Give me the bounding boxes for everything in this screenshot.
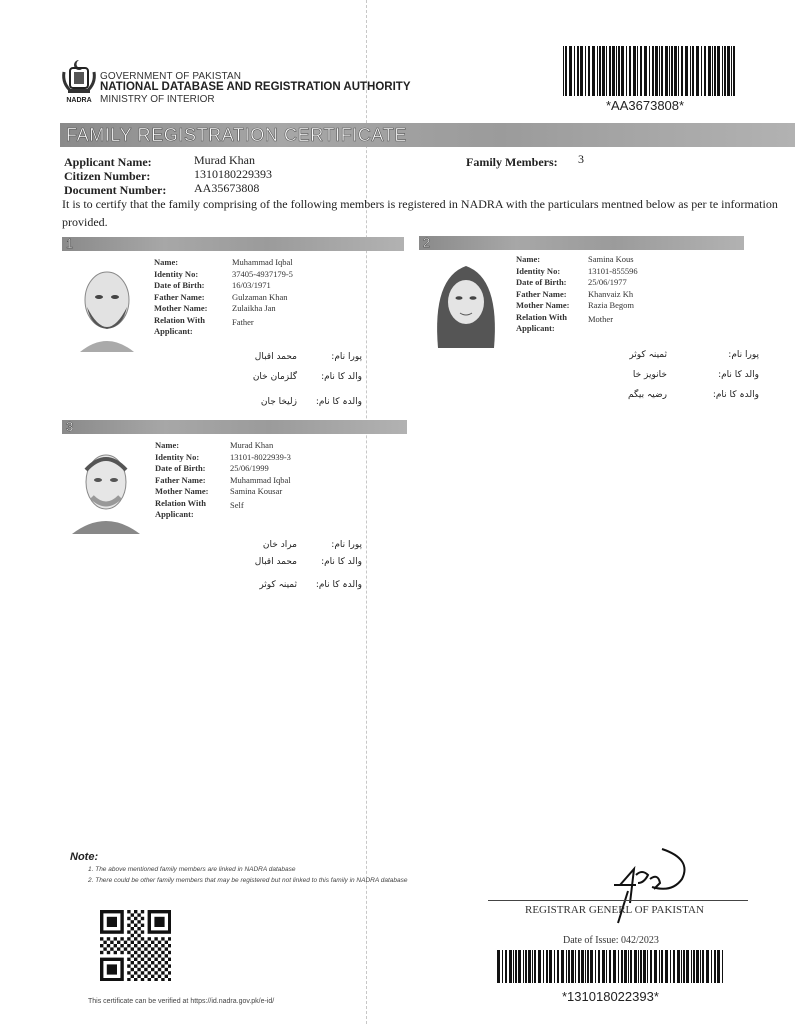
barcode-bar <box>650 950 652 983</box>
barcode-bar <box>717 950 720 983</box>
svg-text:NADRA: NADRA <box>66 97 92 104</box>
barcode-bar <box>563 46 564 96</box>
barcode-bar <box>513 950 514 983</box>
member-name: Samina Kous <box>588 254 634 264</box>
barcode-bar <box>621 46 624 96</box>
barcode-bar <box>497 950 500 983</box>
member-3-band <box>62 420 407 434</box>
barcode-bar <box>585 950 586 983</box>
identity-label: Identity No: <box>516 265 561 276</box>
member-relation: Mother <box>588 313 614 324</box>
note-title: Note: <box>70 851 99 863</box>
member-3-urdu-father-label: والد کا نام: <box>321 557 362 567</box>
barcode-bar <box>640 950 642 983</box>
barcode-bar <box>683 950 685 983</box>
barcode-bar <box>621 950 623 983</box>
member-name: Murad Khan <box>230 440 274 450</box>
barcode-bar <box>714 46 716 96</box>
barcode-bar <box>628 950 629 983</box>
barcode-bar <box>606 950 607 983</box>
barcode-bar <box>678 46 679 96</box>
barcode-bar <box>647 950 648 983</box>
barcode-bar <box>549 950 552 983</box>
member-1-number: 1 <box>66 236 74 251</box>
barcode-bar <box>640 46 642 96</box>
registrar-title: REGISTRAR GENERL OF PAKISTAN <box>525 904 704 916</box>
citizen-number-label: Citizen Number: <box>64 169 151 183</box>
member-1-urdu-father-label: والد کا نام: <box>321 372 362 382</box>
member-3-details <box>155 440 291 521</box>
member-2-urdu-mother: رضیہ بیگم <box>627 390 667 400</box>
identity-label: Identity No: <box>155 451 200 462</box>
document-number-label: Document Number: <box>64 183 167 197</box>
member-identity: 13101-8022939-3 <box>230 451 291 462</box>
member-mother: Zulaikha Jan <box>232 303 276 313</box>
member-dob: 16/03/1971 <box>232 280 271 290</box>
barcode-bar <box>673 950 675 983</box>
mother-label: Mother Name: <box>154 303 208 313</box>
barcode-bar <box>606 46 607 96</box>
relation-label: Relation With Applicant: <box>516 311 567 333</box>
header-ministry: MINISTRY OF INTERIOR <box>100 94 215 105</box>
family-members-label: Family Members: <box>466 155 558 169</box>
barcode-bar <box>654 950 657 983</box>
barcode-bar <box>643 950 646 983</box>
citizen-number: 1310180229393 <box>194 167 272 181</box>
barcode-bar <box>690 46 691 96</box>
signature-line <box>488 900 748 901</box>
name-label: Name: <box>155 440 180 450</box>
barcode-bar <box>712 46 713 96</box>
member-1-photo <box>72 262 142 352</box>
barcode-bar <box>618 46 620 96</box>
dob-label: Date of Birth: <box>154 280 205 290</box>
barcode-bar <box>534 950 536 983</box>
barcode-bar <box>609 950 611 983</box>
barcode-bar <box>528 950 531 983</box>
barcode-bar <box>714 950 716 983</box>
barcode-bar <box>704 46 706 96</box>
member-3-number: 3 <box>66 419 74 434</box>
barcode-bar <box>565 46 567 96</box>
barcode-bar <box>674 46 677 96</box>
barcode-bar <box>634 950 637 983</box>
barcode-bar <box>644 46 647 96</box>
barcode-bar <box>602 950 605 983</box>
barcode-bar <box>585 46 586 96</box>
barcode-bar <box>722 950 723 983</box>
qr-code-icon <box>100 910 171 981</box>
member-1-urdu-name-label: پورا نام: <box>331 352 362 362</box>
identity-label: Identity No: <box>154 268 199 279</box>
member-dob: 25/06/1999 <box>230 463 269 473</box>
barcode-bar <box>590 950 593 983</box>
barcode-bar <box>580 46 583 96</box>
member-2-number: 2 <box>423 235 431 250</box>
barcode-bar <box>595 950 596 983</box>
applicant-name-label: Applicant Name: <box>64 155 152 169</box>
barcode-bar <box>561 950 564 983</box>
member-relation: Father <box>232 316 254 327</box>
barcode-bar <box>569 46 572 96</box>
verification-text: This certificate can be verified at https://id.nadra.gov.pk/e-id/ <box>88 998 275 1005</box>
member-1-urdu-mother-label: والدہ کا نام: <box>315 397 362 407</box>
barcode-bar <box>502 950 503 983</box>
father-label: Father Name: <box>516 288 567 299</box>
date-of-issue: Date of Issue: 042/2023 <box>563 935 659 946</box>
barcode-bar <box>509 950 512 983</box>
verification-qr-code <box>100 910 190 982</box>
barcode-bar <box>638 950 639 983</box>
barcode-bar <box>717 46 720 96</box>
barcode-bar <box>637 46 638 96</box>
barcode-bar <box>612 46 615 96</box>
document-number: AA35673808 <box>194 181 260 195</box>
barcode-bar <box>681 46 683 96</box>
member-2-band <box>419 236 744 250</box>
header-authority: NATIONAL DATABASE AND REGISTRATION AUTHORITY <box>100 81 411 93</box>
barcode-bar <box>685 46 688 96</box>
barcode-bar <box>577 46 579 96</box>
barcode-bar <box>609 46 611 96</box>
member-3-urdu-name: مراد خان <box>262 540 297 550</box>
barcode-bar <box>696 950 699 983</box>
member-2-urdu-name-label: پورا نام: <box>728 350 759 360</box>
dob-label: Date of Birth: <box>516 277 567 287</box>
barcode-bar <box>661 950 663 983</box>
member-dob: 25/06/1977 <box>588 277 627 287</box>
barcode-bar <box>649 46 650 96</box>
barcode-bar <box>538 950 541 983</box>
barcode-bar <box>722 46 723 96</box>
member-mother: Samina Kousar <box>230 486 283 496</box>
barcode-bar <box>578 950 580 983</box>
barcode-bar <box>669 46 670 96</box>
barcode-bar <box>616 46 617 96</box>
barcode-bar <box>733 46 735 96</box>
citizen-barcode-text: *131018022393* <box>562 989 659 1004</box>
barcode-bar <box>546 950 548 983</box>
barcode-bar <box>652 46 654 96</box>
barcode-bar <box>629 46 631 96</box>
member-2-photo <box>428 256 504 348</box>
member-3-photo <box>68 442 144 534</box>
barcode-bar <box>633 46 636 96</box>
note-item-2: 2. There could be other family members that may be registered but not linked to this family in NADRA database <box>88 877 408 884</box>
member-3-urdu-mother: ثمینہ کوثر <box>259 580 297 590</box>
barcode-bar <box>700 950 701 983</box>
relation-label: Relation With Applicant: <box>155 497 206 519</box>
certificate-title: FAMILY REGISTRATION CERTIFICATE <box>66 125 407 145</box>
barcode-bar <box>613 950 616 983</box>
document-barcode <box>563 46 739 96</box>
barcode-bar <box>701 46 702 96</box>
member-1-urdu-mother: زلیخا جان <box>260 397 297 407</box>
barcode-bar <box>598 950 600 983</box>
barcode-bar <box>575 950 576 983</box>
barcode-bar <box>571 950 574 983</box>
citizen-barcode <box>497 950 725 983</box>
barcode-bar <box>659 46 660 96</box>
barcode-bar <box>554 950 555 983</box>
barcode-bar <box>599 46 601 96</box>
member-identity: 13101-855596 <box>588 265 638 276</box>
member-relation: Self <box>230 499 244 510</box>
barcode-bar <box>706 950 709 983</box>
member-3-urdu-mother-label: والدہ کا نام: <box>315 580 362 590</box>
family-members-count: 3 <box>578 152 584 166</box>
certification-statement: It is to certify that the family comprising of the following members is registered in NADRA with the particulars mentned below as per te information provided. <box>62 197 778 229</box>
barcode-bar <box>557 950 559 983</box>
member-1-band <box>62 237 404 251</box>
member-2-details <box>516 254 638 335</box>
dob-label: Date of Birth: <box>155 463 206 473</box>
member-identity: 37405-4937179-5 <box>232 268 293 279</box>
barcode-bar <box>659 950 660 983</box>
barcode-bar <box>702 950 704 983</box>
barcode-bar <box>677 950 680 983</box>
barcode-bar <box>568 950 570 983</box>
document-barcode-text: *AA3673808* <box>606 98 685 113</box>
barcode-bar <box>727 46 730 96</box>
member-3-urdu-father: محمد اقبال <box>254 557 297 567</box>
barcode-bar <box>670 950 671 983</box>
barcode-bar <box>692 46 694 96</box>
fold-line <box>366 0 367 1024</box>
barcode-bar <box>587 950 589 983</box>
barcode-bar <box>574 46 575 96</box>
barcode-bar <box>532 950 533 983</box>
barcode-bar <box>624 950 627 983</box>
member-1-urdu-father: گلزمان خان <box>252 372 297 382</box>
name-label: Name: <box>516 254 541 264</box>
barcode-bar <box>661 46 663 96</box>
member-1-urdu-name: محمد اقبال <box>254 352 297 362</box>
barcode-bar <box>581 950 584 983</box>
barcode-bar <box>515 950 517 983</box>
barcode-bar <box>618 950 619 983</box>
barcode-bar <box>566 950 567 983</box>
member-3-urdu-name-label: پورا نام: <box>331 540 362 550</box>
barcode-bar <box>693 950 695 983</box>
member-name: Muhammad Iqbal <box>232 257 293 267</box>
certificate-title-band <box>60 123 795 147</box>
barcode-bar <box>665 950 668 983</box>
father-label: Father Name: <box>154 291 205 302</box>
member-2-urdu-mother-label: والدہ کا نام: <box>712 390 759 400</box>
barcode-bar <box>665 46 668 96</box>
barcode-bar <box>686 950 689 983</box>
barcode-bar <box>655 46 658 96</box>
barcode-bar <box>543 950 544 983</box>
barcode-bar <box>525 950 527 983</box>
mother-label: Mother Name: <box>516 300 570 310</box>
barcode-bar <box>724 46 726 96</box>
name-label: Name: <box>154 257 179 267</box>
header-government: GOVERNMENT OF PAKISTAN <box>100 71 242 82</box>
barcode-bar <box>523 950 524 983</box>
relation-label: Relation With Applicant: <box>154 314 205 336</box>
member-2-urdu-name: ثمینہ کوثر <box>629 350 667 360</box>
barcode-bar <box>731 46 732 96</box>
member-mother: Razia Begom <box>588 300 635 310</box>
note-item-1: 1. The above mentioned family members are linked in NADRA database <box>88 866 296 873</box>
nadra-emblem-icon <box>60 58 98 106</box>
barcode-bar <box>696 46 699 96</box>
member-father: Muhammad Iqbal <box>230 474 291 485</box>
mother-label: Mother Name: <box>155 486 209 496</box>
barcode-bar <box>708 46 711 96</box>
barcode-bar <box>671 46 673 96</box>
barcode-bar <box>597 46 598 96</box>
barcode-bar <box>681 950 682 983</box>
member-1-details <box>154 257 293 338</box>
member-father: Gulzaman Khan <box>232 291 288 302</box>
barcode-bar <box>592 46 595 96</box>
member-2-urdu-father-label: والد کا نام: <box>718 370 759 380</box>
member-father: Khanvaiz Kh <box>588 288 634 299</box>
member-2-urdu-father: خانویز خا <box>632 370 667 380</box>
barcode-bar <box>711 950 712 983</box>
applicant-name: Murad Khan <box>194 153 255 167</box>
barcode-bar <box>630 950 632 983</box>
father-label: Father Name: <box>155 474 206 485</box>
barcode-bar <box>602 46 605 96</box>
barcode-bar <box>691 950 692 983</box>
barcode-bar <box>518 950 521 983</box>
barcode-bar <box>626 46 627 96</box>
barcode-bar <box>505 950 507 983</box>
barcode-bar <box>588 46 590 96</box>
